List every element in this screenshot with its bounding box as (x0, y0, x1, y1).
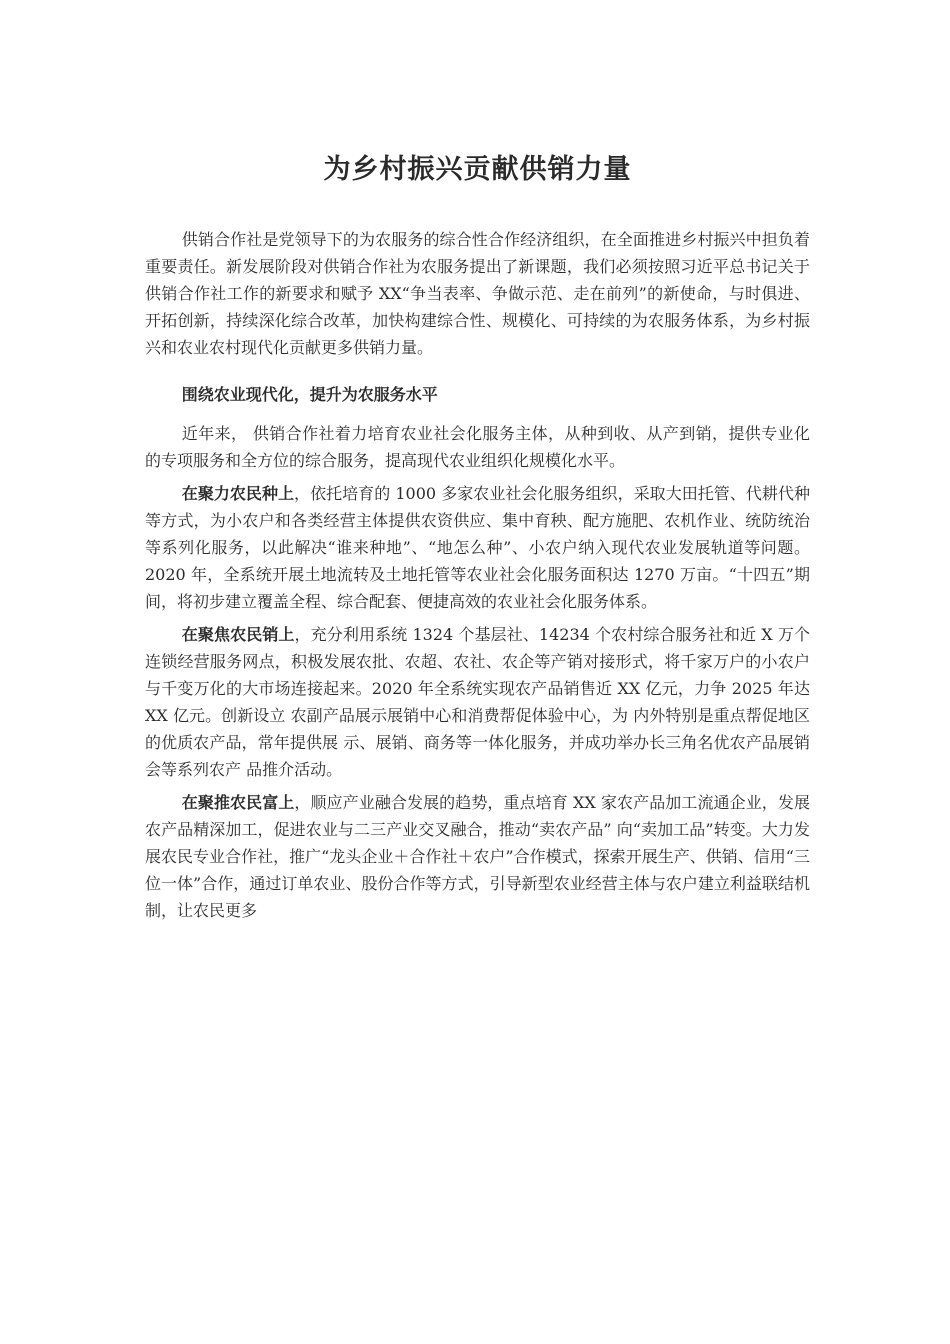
document-page (145, 150, 810, 930)
section-paragraph-1: 近年来， 供销合作社着力培育农业社会化服务主体，从种到收、从产到销，提供专业化的专项服务和全方位的综合服务，提高现代农业组织化规模化水平。 (145, 424, 810, 470)
paragraph-body: ，顺应产业融合发展的趋势，重点培育 XX 家农产品加工流通企业，发展农产品精深加工，促进农业与二三产业交叉融合，推动“卖农产品” 向“卖加工品”转变。大力发展农民专业合作社，推广“龙头企业＋合作社＋农户”合作模式，探索开展生产、供销、信用“三位一体”合作，通过订单农业、股份合作等方式，引导新型农业经营主体与农户建立利益联结机制，让农民更多 (145, 793, 810, 920)
paragraph-body: ，充分利用系统 1324 个基层社、14234 个农村综合服务社和近 X 万个连锁经营服务网点，积极发展农批、农超、农社、农企等产销对接形式，将千家万户的小农户与千变万化的大市场连接起来。2020 年全系统实现农产品销售近 XX 亿元，力争 2025 年达 XX 亿元。创新设立 农副产品展示展销中心和消费帮促体验中心，为 内外特别是重点帮促地区的优质农产品，常年提供展 示、展销、商务等一体化服务，并成功举办长三角名优农产品展销会等系列农产 品推介活动。 (145, 625, 810, 779)
section-paragraph-3 (145, 621, 810, 783)
paragraph-lead: 在聚焦农民销上 (181, 625, 295, 644)
section-paragraph-4 (145, 789, 810, 924)
paragraph-lead: 在聚推农民富上 (181, 793, 295, 812)
document-title: 为乡村振兴贡献供销力量 (323, 154, 632, 185)
intro-paragraph: 供销合作社是党领导下的为农服务的综合性合作经济组织，在全面推进乡村振兴中担负着重要责任。新发展阶段对供销合作社为农服务提出了新课题，我们必须按照习近平总书记关于供销合作社工作的新要求和赋予 XX“争当表率、争做示范、走在前列”的新使命，与时俱进、开拓创新，持续深化综合改革，加快构建综合性、规模化、可持续的为农服务体系，为乡村振兴和农业农村现代化贡献更多供销力量。 (145, 230, 810, 357)
paragraph-body: ，依托培育的 1000 多家农业社会化服务组织，采取大田托管、代耕代种等方式，为小农户和各类经营主体提供农资供应、集中育秧、配方施肥、农机作业、统防统治等系列化服务，以此解决“谁来种地”、“地怎么种”、小农户纳入现代农业发展轨道等问题。2020 年，全系统开展土地流转及土地托管等农业社会化服务面积达 1270 万亩。“十四五”期间，将初步建立覆盖全程、综合配套、便捷高效的农业社会化服务体系。 (145, 484, 810, 611)
section-heading: 围绕农业现代化，提升为农服务水平 (181, 385, 438, 404)
section-paragraph-2 (145, 480, 810, 615)
paragraph-lead: 在聚力农民种上 (181, 484, 295, 503)
